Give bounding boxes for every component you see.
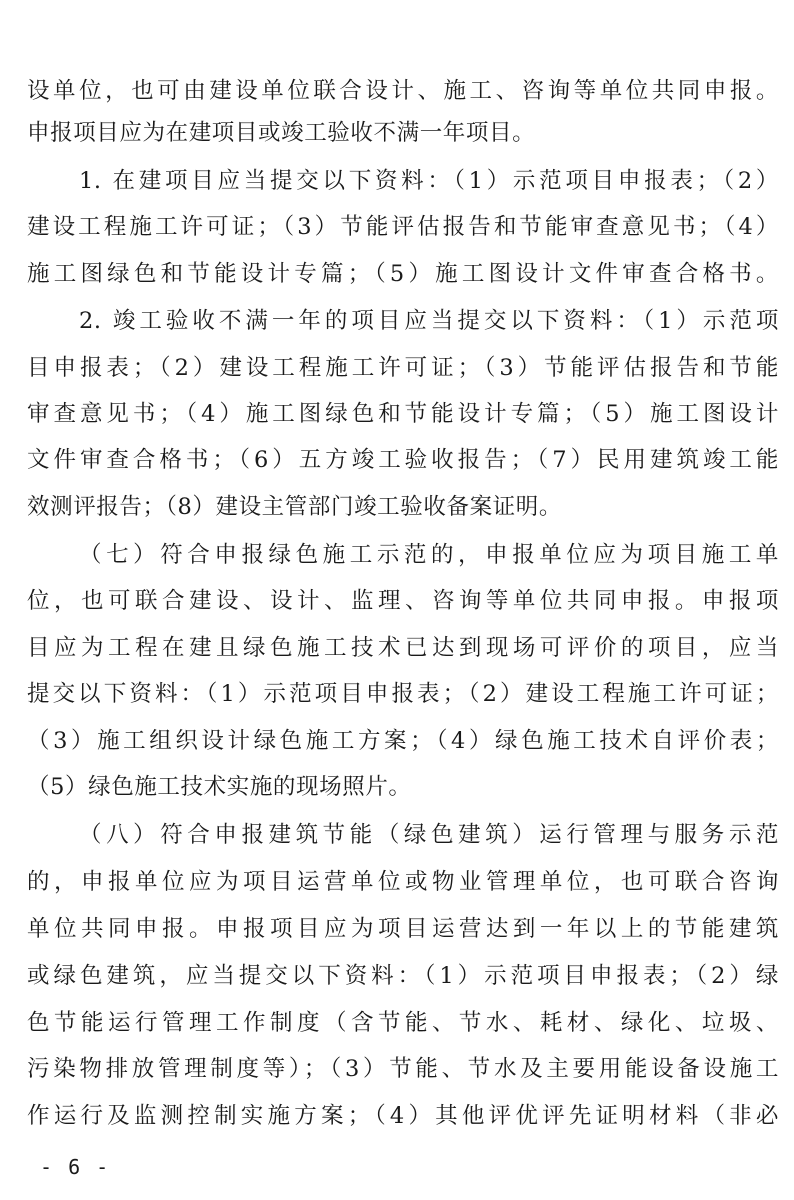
text-line: （八）符合申报建筑节能（绿色建筑）运行管理与服务示范 [79,822,779,848]
text-line: 建设工程施工许可证；（3）节能评估报告和节能审查意见书；（4） [27,214,779,240]
text-line: （5）绿色施工技术实施的现场照片。 [27,774,412,800]
text-line: 或绿色建筑，应当提交以下资料：（1）示范项目申报表；（2）绿 [27,963,779,989]
text-line: 作运行及监测控制实施方案；（4）其他评优评先证明材料（非必 [27,1103,779,1129]
text-line: 设单位，也可由建设单位联合设计、施工、咨询等单位共同申报。 [27,78,779,104]
text-line: 审查意见书；（4）施工图绿色和节能设计专篇；（5）施工图设计 [27,401,779,427]
text-line: 申报项目应为在建项目或竣工验收不满一年项目。 [27,120,536,146]
text-line: 目应为工程在建且绿色施工技术已达到现场可评价的项目，应当 [27,635,779,661]
text-line: 效测评报告；（8）建设主管部门竣工验收备案证明。 [27,494,562,520]
text-line: 1. 在建项目应当提交以下资料：（1）示范项目申报表；（2） [79,168,779,194]
page-number: - 6 - [40,1155,111,1179]
text-line: 的，申报单位应为项目运营单位或物业管理单位，也可联合咨询 [27,869,779,895]
text-line: 污染物排放管理制度等）；（3）节能、节水及主要用能设备设施工 [27,1056,779,1082]
text-line: （3）施工组织设计绿色施工方案；（4）绿色施工技术自评价表； [27,728,779,754]
text-line: （七）符合申报绿色施工示范的，申报单位应为项目施工单 [79,542,779,568]
text-line: 目申报表；（2）建设工程施工许可证；（3）节能评估报告和节能 [27,355,779,381]
text-line: 位，也可联合建设、设计、监理、咨询等单位共同申报。申报项 [27,588,779,614]
text-line: 提交以下资料：（1）示范项目申报表；（2）建设工程施工许可证； [27,681,779,707]
text-line: 文件审查合格书；（6）五方竣工验收报告；（7）民用建筑竣工能 [27,447,779,473]
text-line: 施工图绿色和节能设计专篇；（5）施工图设计文件审查合格书。 [27,261,779,287]
text-line: 色节能运行管理工作制度（含节能、节水、耗材、绿化、垃圾、 [27,1010,779,1036]
text-line: 2. 竣工验收不满一年的项目应当提交以下资料：（1）示范项 [79,308,779,334]
text-line: 单位共同申报。申报项目应为项目运营达到一年以上的节能建筑 [27,916,779,942]
